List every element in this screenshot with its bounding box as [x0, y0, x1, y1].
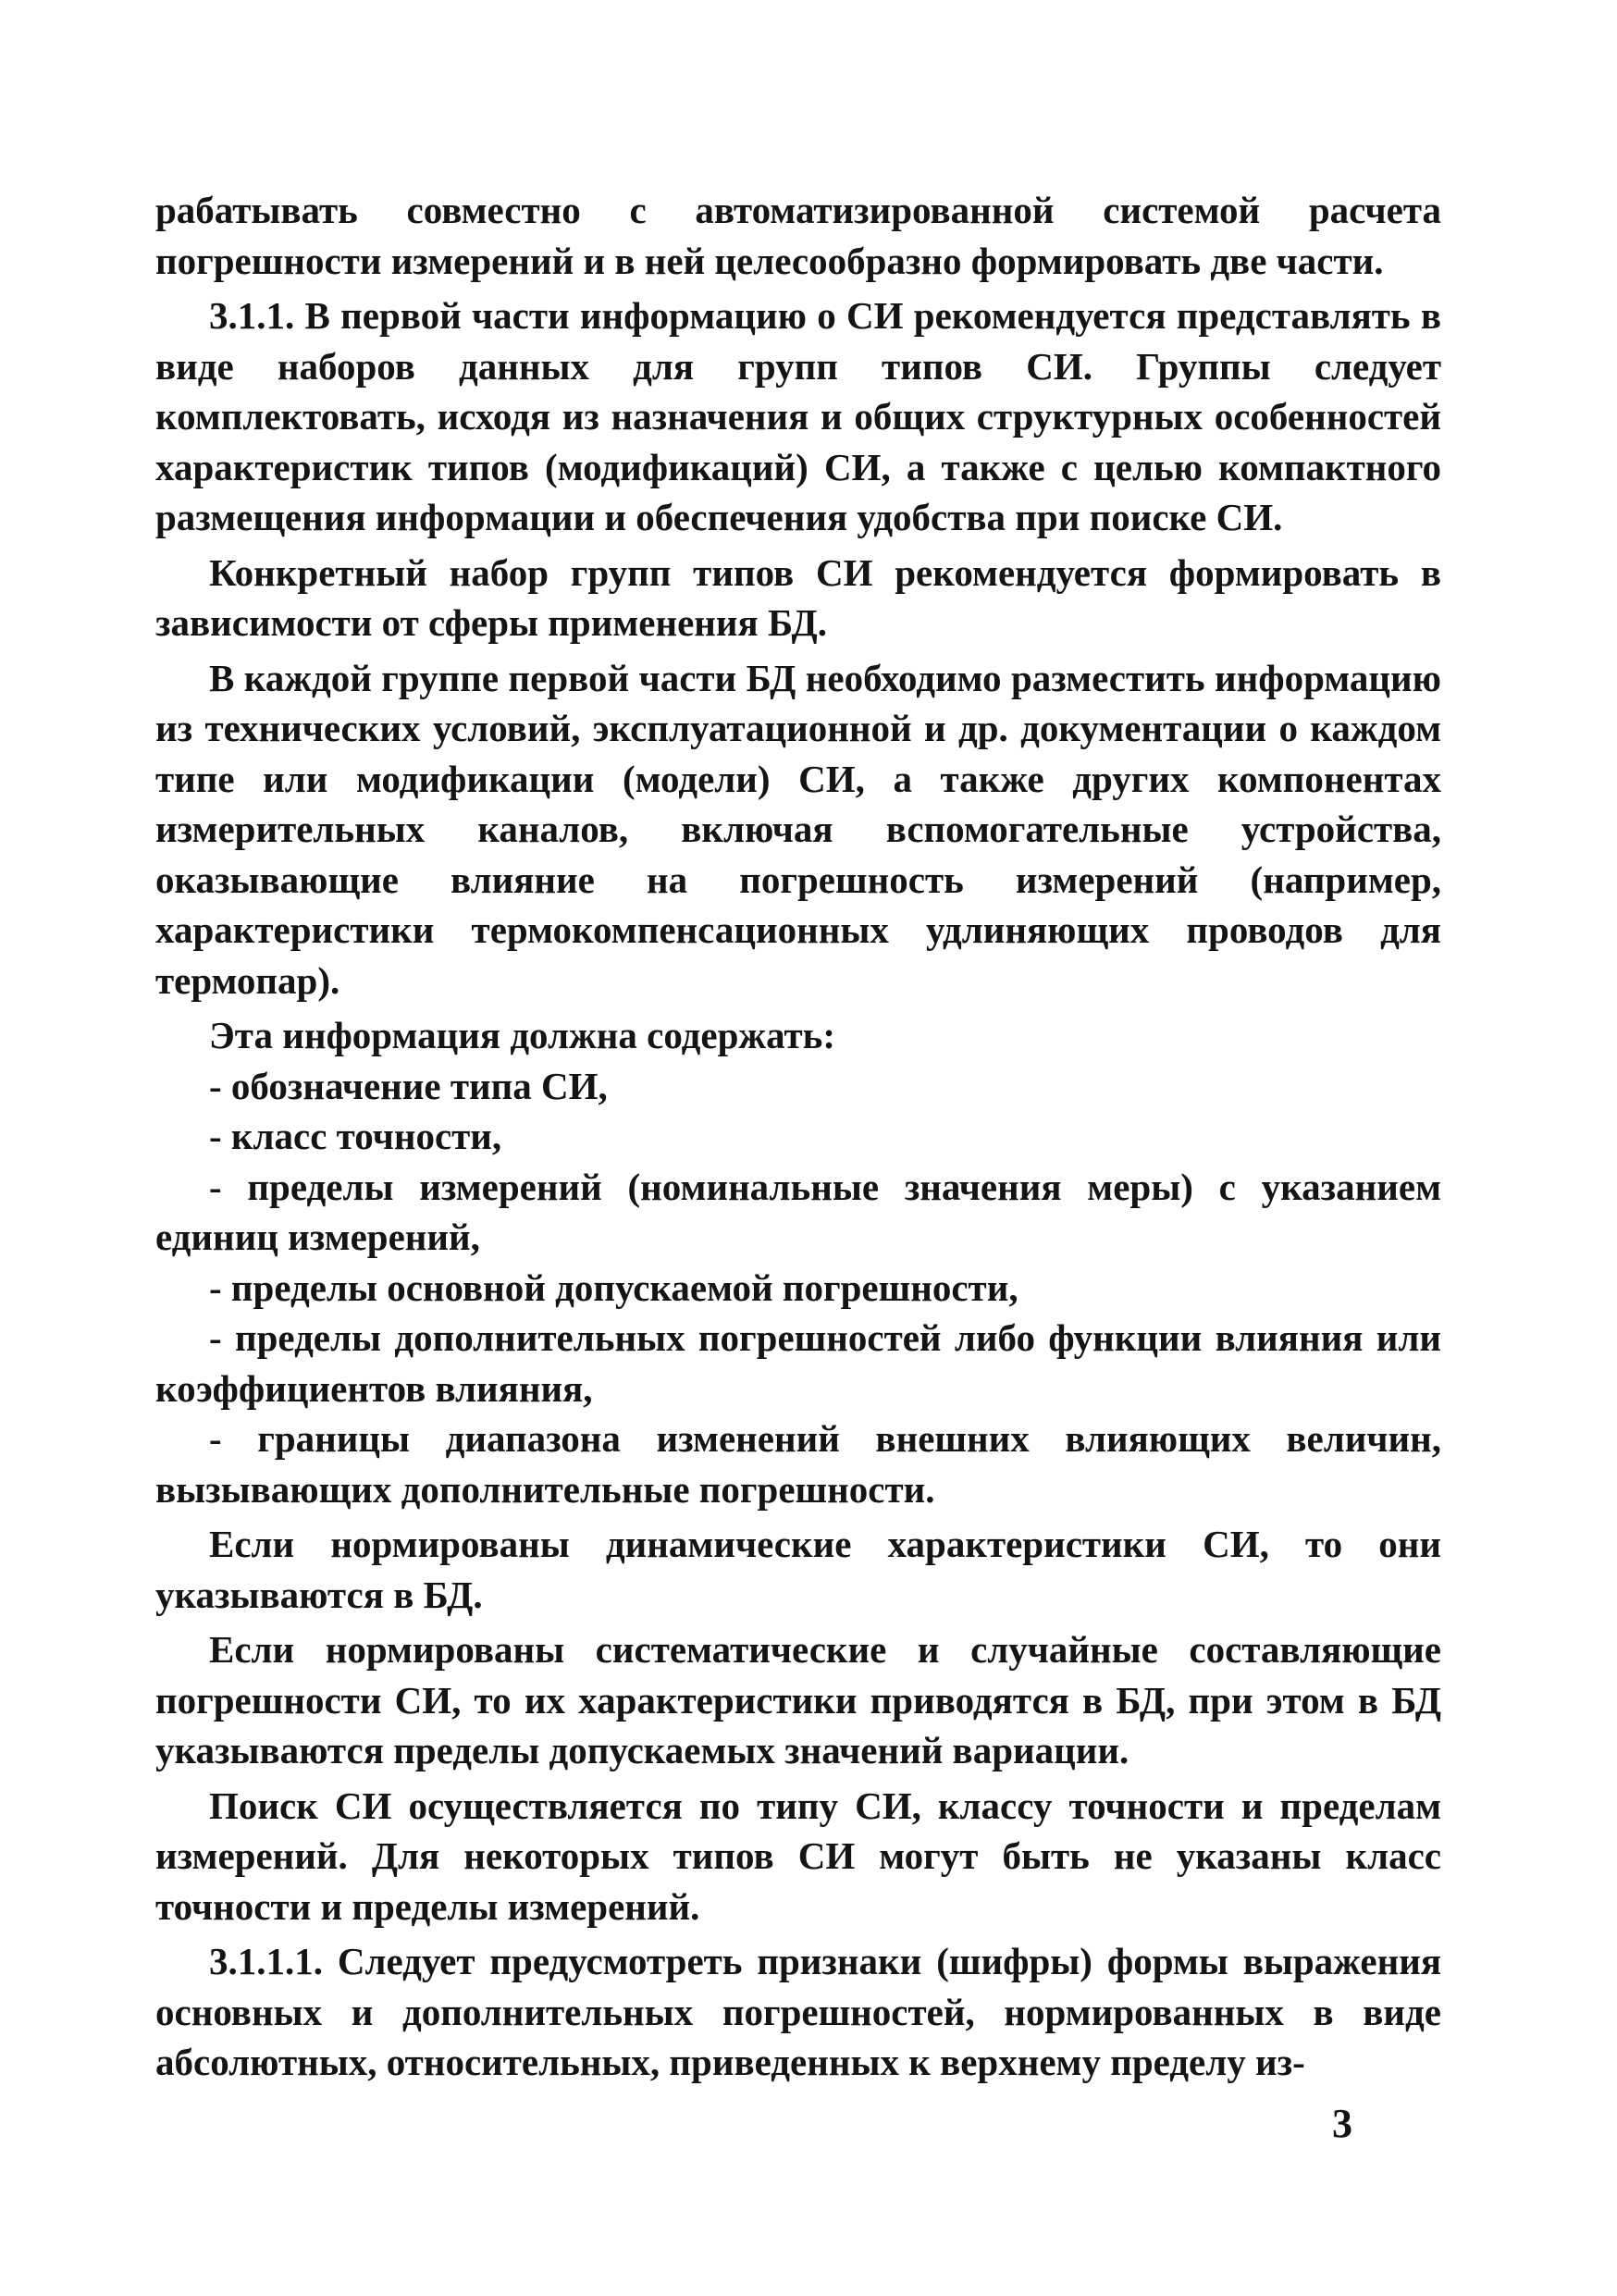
list-item: - пределы измерений (номинальные значения меры) с указанием единиц измерений, [155, 1165, 1441, 1258]
paragraph-info-intro: Эта информация должна содержать: [209, 1014, 836, 1056]
paragraph-systematic: Если нормированы систематические и случайные составляющие погрешности СИ, то их характеристики приводятся в БД, при этом в БД указываются пределы допускаемых значений вариации. [155, 1628, 1441, 1771]
paragraph-group-content: В каждой группе первой части БД необходимо разместить информацию из технических условий, эксплуатационной и др. документации о каждом типе или модификации (модели) СИ, а также других компонентах измерительных каналов, включая вспомогательные устройства, оказывающие влияние на погрешность измерений (например, характеристики термокомпенсационных удлиняющих проводов для термопар). [155, 656, 1441, 1002]
paragraph-search: Поиск СИ осуществляется по типу СИ, классу точности и пределам измерений. Для некоторых типов СИ могут быть не указаны класс точности и пределы измерений. [155, 1784, 1441, 1928]
list-item: - пределы основной допускаемой погрешности, [209, 1265, 1018, 1309]
list-item: - границы диапазона изменений внешних влияющих величин, вызывающих дополнительные погрешности. [155, 1417, 1441, 1511]
paragraph-3-1-1-1: 3.1.1.1. Следует предусмотреть признаки (шифры) формы выражения основных и дополнительных погрешностей, нормированных в виде абсолютных, относительных, приведенных к верхнему пределу из- [155, 1940, 1441, 2083]
list-item: - пределы дополнительных погрешностей либо функции влияния или коэффициентов влияния, [155, 1316, 1441, 1410]
body-text [155, 185, 1441, 2092]
page-number: 3 [1332, 2101, 1352, 2146]
list-item: - класс точности, [209, 1115, 502, 1157]
paragraph-3-1-1: 3.1.1. В первой части информацию о СИ рекомендуется представлять в виде наборов данных для групп типов СИ. Группы следует комплектовать, исходя из назначения и общих структурных особенностей характеристик типов (модификаций) СИ, а также с целью компактного размещения информации и обеспечения удобства при поиске СИ. [155, 294, 1441, 538]
paragraph-dynamic: Если нормированы динамические характеристики СИ, то они указываются в БД. [155, 1523, 1441, 1616]
paragraph-group-set: Конкретный набор групп типов СИ рекомендуется формировать в зависимости от сферы применения БД. [155, 550, 1441, 644]
paragraph-continuation: рабатывать совместно с автоматизированной системой расчета погрешности измерений и в ней целесообразно формировать две части. [155, 189, 1441, 282]
list-item: - обозначение типа СИ, [209, 1064, 608, 1107]
